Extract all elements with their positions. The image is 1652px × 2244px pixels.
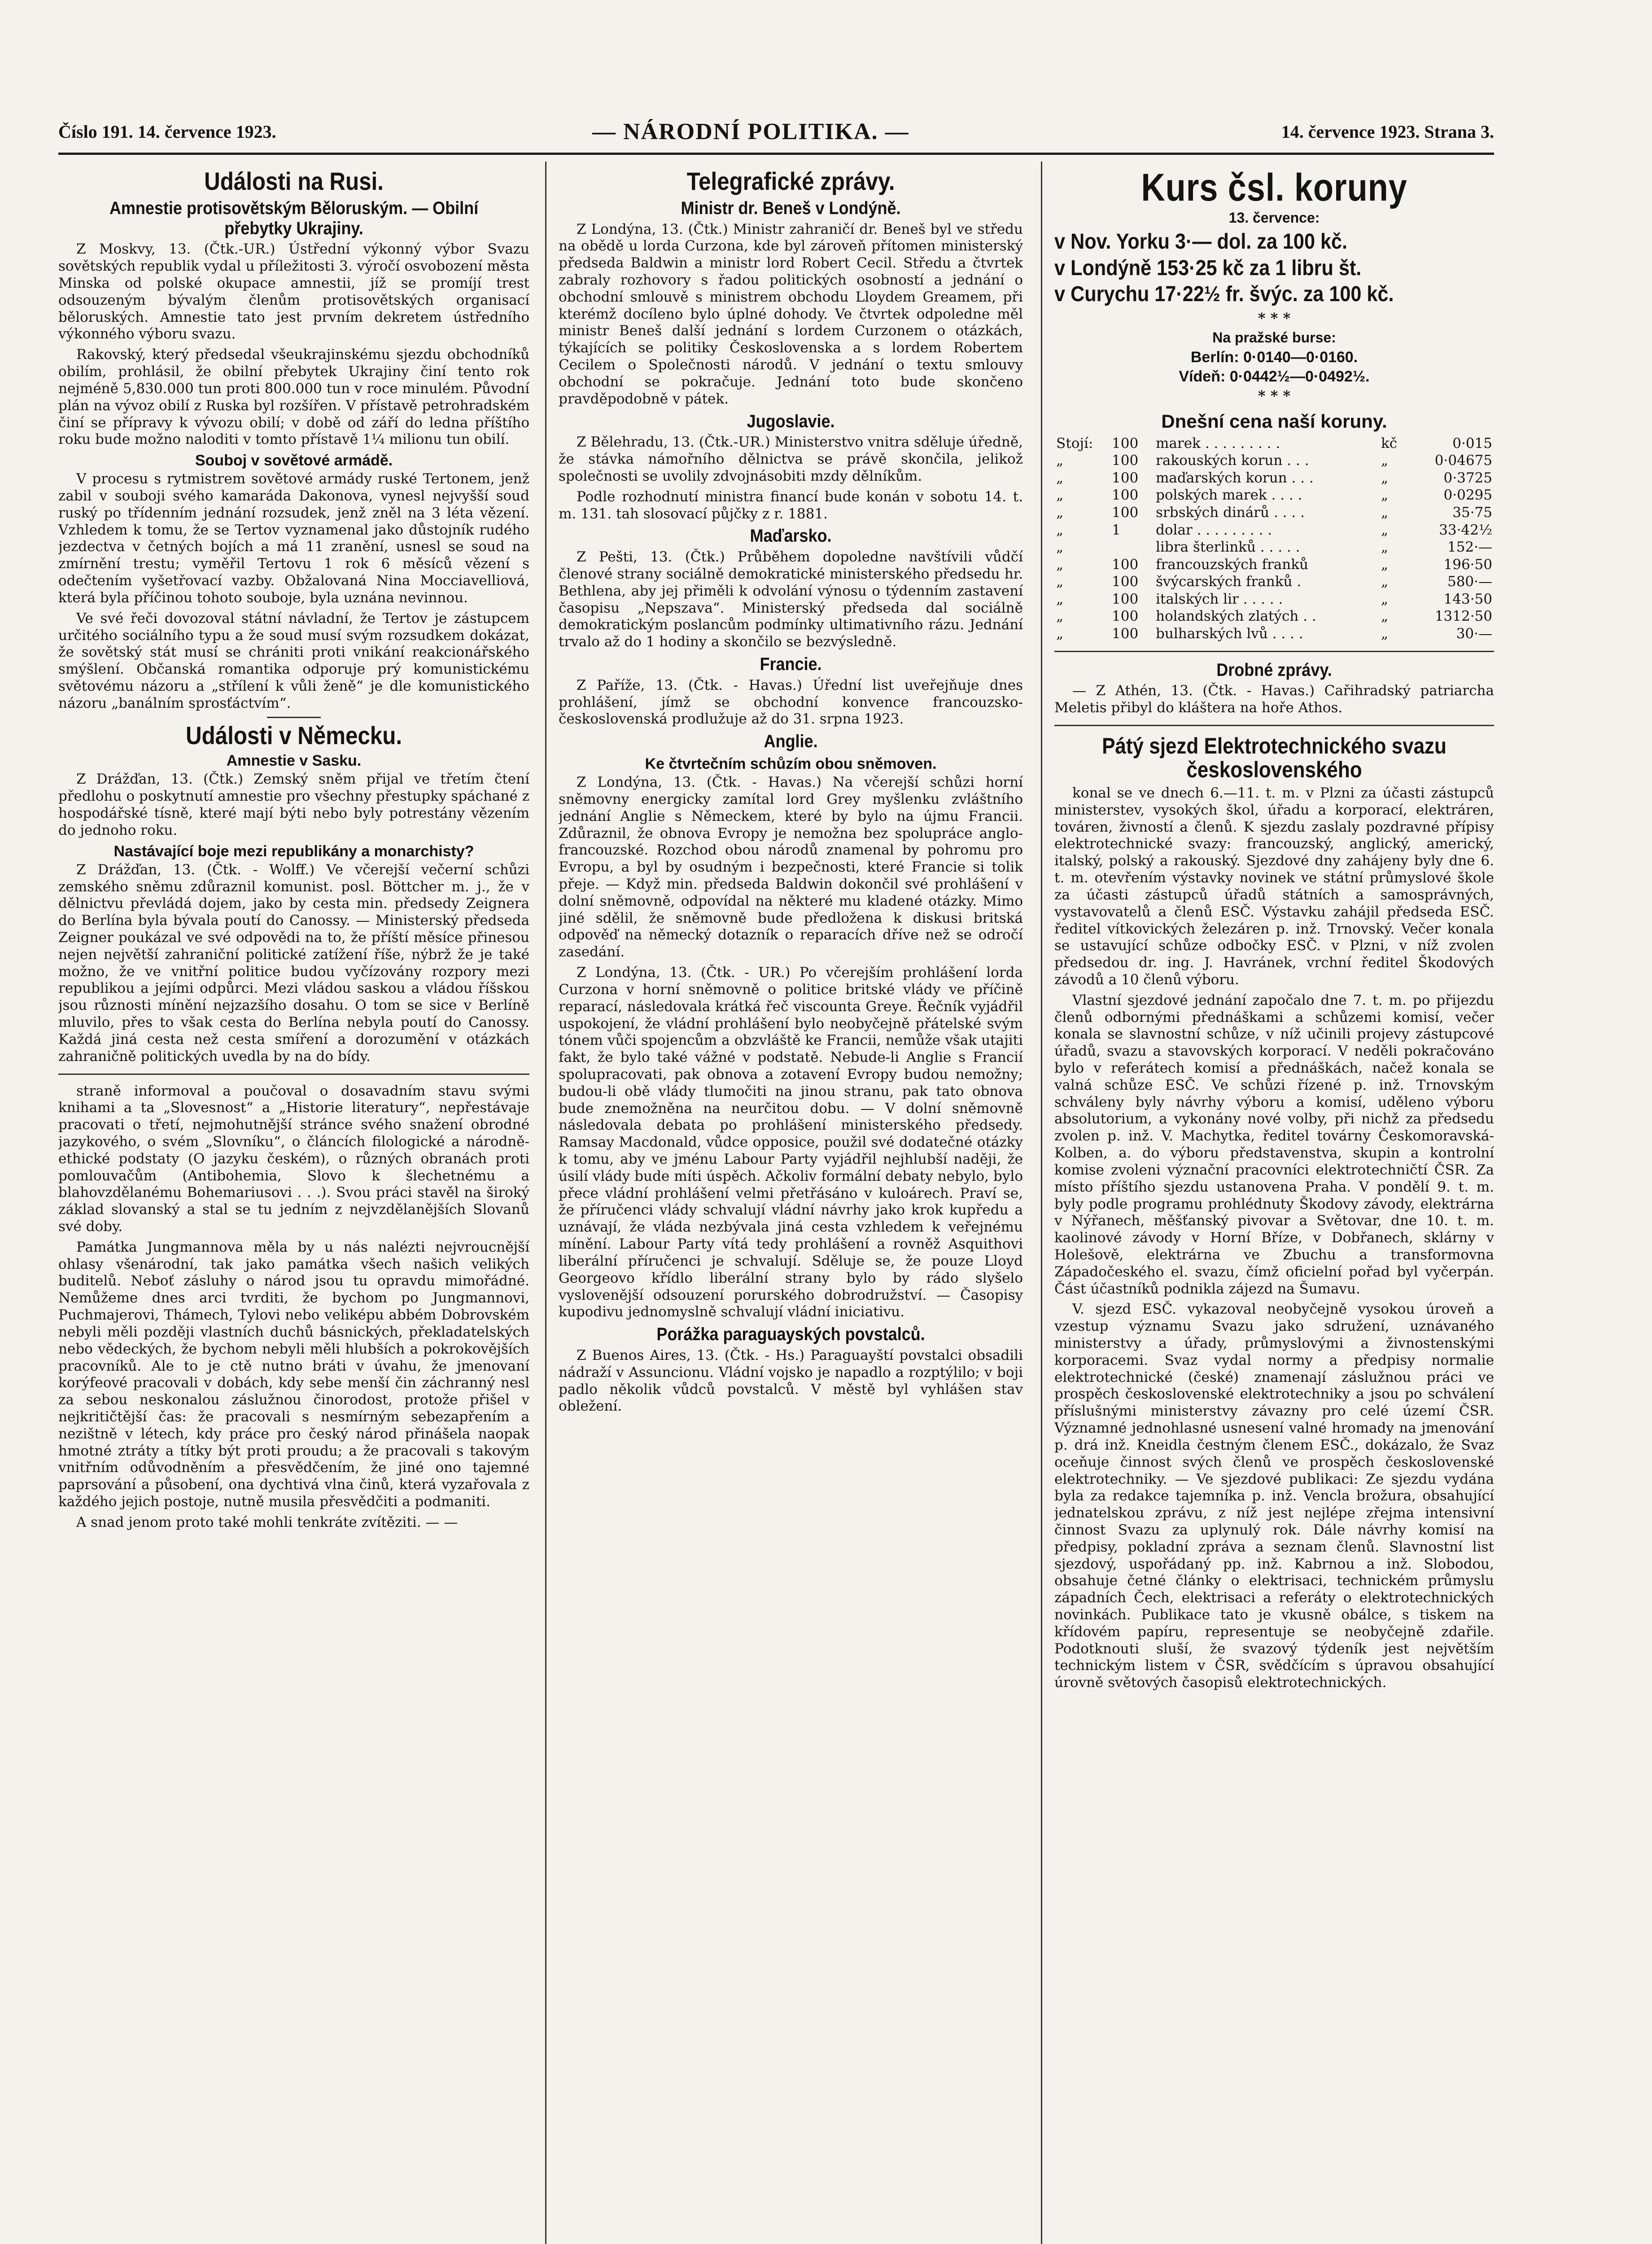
paraguay-paragraph-1: Z Buenos Aires, 13. (Čtk. - Hs.) Paraguayští povstalci obsadili nádraží v Assuncionu. Vládní vojsko je napadlo a rozptýlilo; v boji padlo několik vůdců povstalců. V městě byl vyhlášen stav obležení.	[559, 1347, 1023, 1415]
fx-quantity: 1	[1112, 522, 1121, 538]
fx-unit: „	[1381, 522, 1389, 538]
divider	[1054, 725, 1494, 726]
fx-row	[1054, 504, 1494, 522]
fx-row	[1054, 608, 1494, 625]
drobne-paragraph-1: — Z Athén, 13. (Čtk. - Havas.) Cařihradský patriarcha Meletis přibyl do kláštera na hoře Athos.	[1054, 683, 1494, 716]
fx-quantity	[1110, 539, 1154, 556]
fx-quantity: 100	[1112, 504, 1139, 521]
column-2	[559, 168, 1023, 2244]
fx-row	[1054, 452, 1494, 469]
fx-prefix: „	[1056, 626, 1064, 642]
fx-quantity: 100	[1112, 626, 1139, 642]
anglie-headline: Anglie.	[764, 732, 818, 752]
fx-currency: švýcarských franků .	[1156, 574, 1302, 590]
sjezd-paragraph-3: V. sjezd ESČ. vykazoval neobyčejně vysokou úroveň a vzestup významu Svazu jako sdružení, uznávaného ministerstvy a úřady, průmyslovými a živnostenskými korporacemi. Svaz vydal normy a předpisy normalie elektrotechnické (české) znamenají záslužnou práci ve prospěch československé elektrotechniky a jsou po schválení příslušnými ministerstvy závazny pro celé území ČSR. Významné jednohlasné usnesení valné hromady na jmenování p. drá inž. Kneidla čestným členem ESČ., dokázalo, že Svaz oceňuje činnost svých členů ve prospěch československé elektrotechniky. — Ve sjezdové publikaci: Ze sjezdu vydána byla za redakce tajemníka p. inž. Vencla brožura, obsahující jednatelskou zprávu, z níž jest nejlépe zřejma intensivní činnost Svazu za uplynulý rok. Dále návrhy komisí na předpisy, pokladní zpráva a seznam členů. Slavnostní list sjezdový, uspořádaný pp. inž. Kabrnou a inž. Slobodou, obsahuje četné články o elektrisaci, technickém průmyslu západních Čech, elektrisaci a referáty o elektrotechnických novinkách. Publikace tato je vkusně obálce, s tiskem na křídovém papíru, representuje se neobyčejně zdařile. Podotknouti sluší, že svazový týdeník jest největším technickým listem v ČSR, svědčícím s úpravou obsahující úrovně světových časopisů elektrotechnických.	[1054, 1301, 1494, 1691]
fx-value: 0·0295	[1443, 487, 1492, 504]
asterisk-divider-2: * * *	[1258, 387, 1291, 404]
fx-currency: marek . . . . . . . . .	[1156, 435, 1281, 451]
vienna-rate: Vídeň: 0·0442½—0·0492½.	[1179, 368, 1370, 385]
fx-value: 152·—	[1447, 539, 1492, 556]
anglie-paragraph-1: Z Londýna, 13. (Čtk. - Havas.) Na včerejší schůzi horní sněmovny energicky zamítal lord Grey myšlenku zvláštního jednání Anglie s Německem, které by bylo na újmu Francii. Zdůraznil, že obnova Evropy je nemožna bez spolupráce anglo-francouzské. Rozchod obou národů znamenal by pohromu pro Evropu, a byl by osudným i bezpečnosti, které Francie si tolik přeje. — Když min. předseda Baldwin dokončil své prohlášení v dolní sněmovně, odpovídal na některé mu kladené otázky. Mimo jiné sdělil, že sněmovně bude předložena k diskusi britská odpověď na německý dotazník o reparacích dříve než se odročí zasedání.	[559, 774, 1023, 960]
fx-unit: „	[1381, 591, 1389, 607]
fx-prefix: „	[1056, 591, 1064, 607]
drobne-headline: Drobné zprávy.	[1216, 660, 1332, 680]
fx-unit: „	[1381, 504, 1389, 521]
fx-unit: „	[1381, 574, 1389, 590]
fx-value: 30·—	[1456, 626, 1492, 642]
fx-prefix: „	[1056, 522, 1064, 538]
fx-quantity: 100	[1112, 469, 1139, 486]
masthead-rule	[58, 153, 1494, 155]
fx-value: 0·3725	[1443, 469, 1492, 486]
fx-headline: Dnešní cena naší koruny.	[1161, 410, 1387, 432]
rusi-paragraph-1: Z Moskvy, 13. (Čtk.-UR.) Ústřední výkonný výbor Svazu sovětských republik vydal u příležitosti 3. výročí osvobození města Minska od polské okupace amnestii, jíž se promíjí trest odsouzeným bývalým členům protisovětských organisací běloruských. Amnestie tato jest prvním dekretem ústředního výkonného výboru svazu.	[58, 241, 529, 342]
kurs-zurich: v Curychu 17·22½ fr. švýc. za 100 kč.	[1054, 282, 1394, 307]
nemecko-paragraph-1: Z Drážďan, 13. (Čtk.) Zemský sněm přijal ve třetím čtení předlohu o poskytnutí amnestie pro všechny přestupky spáchané z hospodářské tísně, které mají býti nebo byly potrestány vězením do jednoho roku.	[58, 771, 529, 838]
fx-currency: dolar . . . . . . . . .	[1156, 522, 1272, 538]
fx-currency: bulharských lvů . . . .	[1156, 626, 1303, 642]
fx-value: 143·50	[1443, 591, 1492, 607]
fx-currency: srbských dinárů . . . .	[1156, 504, 1305, 521]
souboj-paragraph-2: Ve své řeči dovozoval státní návladní, že Tertov je zástupcem určitého sociálního typu a že soud musí svým rozsudkem dokázat, že sovětský stát musí se chrániti proti vnikání reakcionářského smýšlení. Občanská romantika odporuje prý komunistickému světovému názoru a „střílení k vůli ženě“ je dle komunistického názoru „banálním sprosťáctvím“.	[58, 610, 529, 711]
tele-subheadline: Ministr dr. Beneš v Londýně.	[681, 198, 901, 218]
fx-value: 1312·50	[1434, 608, 1492, 625]
fx-currency: polských marek . . . .	[1156, 487, 1302, 504]
berlin-rate: Berlín: 0·0140—0·0160.	[1190, 348, 1358, 366]
jugo-paragraph-1: Z Bělehradu, 13. (Čtk.-UR.) Ministerstvo vnitra sděluje úředně, že stávka námořního dělnictva se právě skončila, jelikož společnosti se uvolily zdvojnásobiti mzdy dělníkům.	[559, 434, 1023, 484]
fx-unit: „	[1381, 452, 1389, 469]
fx-table	[1054, 435, 1494, 643]
newspaper-title: — NÁRODNÍ POLITIKA. —	[592, 119, 909, 145]
fx-quantity: 100	[1112, 435, 1139, 451]
feuilleton-paragraph-3: A snad jenom proto také mohli tenkráte zvítěziti. — —	[76, 1514, 458, 1530]
fx-value: 33·42½	[1439, 522, 1492, 538]
fx-prefix: Stojí:	[1056, 435, 1093, 451]
fx-quantity: 100	[1112, 591, 1139, 607]
fx-unit: „	[1381, 556, 1389, 573]
fx-row	[1054, 556, 1494, 574]
fx-value: 0·015	[1452, 435, 1492, 451]
issue-number: Číslo 191. 14. července 1923.	[58, 122, 276, 142]
column-rule-2	[1041, 162, 1042, 2244]
column-rule-1	[545, 162, 546, 2244]
paraguay-headline: Porážka paraguayských povstalců.	[656, 1324, 925, 1345]
souboj-headline: Souboj v sovětové armádě.	[195, 452, 393, 469]
fx-value: 580·—	[1447, 574, 1492, 590]
francie-paragraph-1: Z Paříže, 13. (Čtk. - Havas.) Úřední list uveřejňuje dnes prohlášení, jímž se obchodní konvence francouzsko-československá prodlužuje až do 31. srpna 1923.	[559, 677, 1023, 728]
francie-headline: Francie.	[760, 654, 822, 675]
rusi-subheadline: Amnestie protisovětským Běloruským. — Obilní přebytky Ukrajiny.	[109, 198, 479, 238]
fx-row	[1054, 625, 1494, 643]
fx-unit: „	[1381, 626, 1389, 642]
fx-prefix: „	[1056, 452, 1064, 469]
fx-quantity: 100	[1112, 452, 1139, 469]
fx-row	[1054, 591, 1494, 608]
fx-unit: „	[1381, 608, 1389, 625]
feuilleton-divider	[58, 1074, 529, 1075]
page-date: 14. července 1923. Strana 3.	[1281, 122, 1494, 142]
fx-value: 35·75	[1452, 504, 1492, 521]
fx-row	[1054, 486, 1494, 504]
fx-prefix: „	[1056, 539, 1064, 556]
madarsko-headline: Maďarsko.	[750, 526, 832, 546]
fx-quantity: 100	[1112, 556, 1139, 573]
fx-value: 196·50	[1443, 556, 1492, 573]
asterisk-divider: * * *	[1258, 309, 1291, 327]
prague-exchange-label: Na pražské burse:	[1212, 329, 1336, 346]
fx-unit: kč	[1381, 435, 1398, 451]
fx-quantity: 100	[1112, 608, 1139, 625]
fx-quantity: 100	[1112, 574, 1139, 590]
fx-value: 0·04675	[1434, 452, 1492, 469]
kurs-new-york: v Nov. Yorku 3·— dol. za 100 kč.	[1054, 230, 1348, 254]
kurs-london: v Londýně 153·25 kč za 1 libru št.	[1054, 256, 1362, 280]
nemecko-headline: Události v Německu.	[185, 721, 402, 749]
divider	[1054, 651, 1494, 652]
fx-currency: francouzských franků	[1156, 556, 1308, 573]
fx-currency: italských lir . . . . .	[1156, 591, 1283, 607]
anglie-paragraph-2: Z Londýna, 13. (Čtk. - UR.) Po včerejším prohlášení lorda Curzona v horní sněmovně o politice britské vlády ve příčině reparací, následovala krátká řeč viscounta Greye. Řečník vyjádřil uspokojení, že vládní prohlášení bylo neobyčejně přátelské svým tónem vůči spojencům a obzvláště ke Francii, nemůže však utajiti fakt, že bylo také vážné v podstatě. Nebude-li Anglie s Francií spolupracovati, pak obnova a zotavení Evropy budou nemožny; budou-li obě vlády tlumočiti na jinou stranu, pak tato obnova bude znemožněna na neurčitou dobu. — V dolní sněmovně následovala debata po prohlášení ministerského předsedy. Ramsay Macdonald, vůdce opposice, použil své dodatečné otázky k tomu, aby ve jménu Labour Party vyjádřil nejhlubší naději, že úsilí vlády bude míti úspěch. Ačkoliv formální debaty nebylo, bylo přece vládní prohlášení velmi přetřásáno v kuloárech. Praví se, že příručenci vlády schvalují vládní návrhy jako krok kupředu a uznávají, že vláda nezbývala jiná cesta vzhledem k veřejnému mínění. Labour Party vítá tedy prohlášení a rovněž Asquithovi liberální příručenci je schvalují. Sděluje se, že pouze Lloyd Georgeovo křídlo liberální strany bylo by rádo slyšelo vyslovenější odsouzení porurského dobrodružství. — Časopisy kupodivu jednomyslně schvalují vládní iniciativu.	[559, 964, 1023, 1320]
souboj-paragraph-1: V procesu s rytmistrem sovětové armády ruské Tertonem, jenž zabil v souboji svého kamaráda Dakonova, vynesl nejvyšší soud ruský po třídenním jednání rozsudek, jenž zněl na 3 léta vězení. Vzhledem k tomu, že se Tertov vyznamenal jako důstojník rudého jezdectva v četných bojích a má 11 zranění, usnesl se soud na zmírnění trestu; vyměřil Tertovu 1 rok 6 měsíců vězení s odečtením vyšetřovací vazby. Obžalovaná Nina Mocciavelliová, která byla příčinou tohoto souboje, byla uznána nevinnou.	[58, 471, 529, 606]
fx-currency: libra šterlinků . . . . .	[1156, 539, 1300, 556]
kurs-headline: Kurs čsl. koruny	[1141, 168, 1407, 209]
fx-row	[1054, 539, 1494, 556]
fx-quantity: 100	[1112, 487, 1139, 504]
fx-prefix: „	[1056, 556, 1064, 573]
nemecko-paragraph-2: Z Drážďan, 13. (Čtk. - Wolff.) Ve včerejší večerní schůzi zemského sněmu zdůraznil komunist. posl. Böttcher m. j., že v dělnictvu převládá dojem, jako by cesta min. předsedy Zeignera do Berlína byla bývala poutí do Canossy. — Ministerský předseda Zeigner poukázal ve své odpovědi na to, že příští měsíce přinesou nejen největší zahraniční politické zatížení říše, nýbrž že je také možno, že ve vnitřní politice budou vyčízovány rozpory mezi republikou a jejími odpůrci. Mezi vládou saskou a vládou říšskou jsou různosti mínění nejzazšího dosahu. O tom se sice v Berlíně mluvilo, přes to však cesta do Berlína nebyla poutí do Canossy. Každá jiná cesta než cesta smíření a dorozumění v otázkách zahraničně politických uvedla by na do bídy.	[58, 861, 529, 1065]
anglie-subheadline: Ke čtvrtečním schůzím obou sněmoven.	[645, 755, 937, 773]
nemecko-subheadline-1: Amnestie v Sasku.	[226, 752, 362, 770]
tele-headline: Telegrafické zprávy.	[686, 168, 895, 195]
fx-unit: „	[1381, 469, 1389, 486]
feuilleton-paragraph-2: Památka Jungmannova měla by u nás nalézti nejvroucnější ohlasy všenárodní, tak jako památka všech našich velikých buditelů. Neboť zásluhy o národ jsou tu opravdu mimořádné. Nemůžeme dnes arci tvrditi, že bychom po Jungmannovi, Puchmajerovi, Thámech, Tylovi nebo veliképu abbém Dobrovském nebyli měli později vlastních duchů básnických, překladatelských nebo vědeckých, že bychom nebyli měli hlubších a pokrokovějších pracovníků. Ale to je ctě nutno bráti v úvahu, že jmenovaní korýfeové pracovali v dobách, kdy sebe menší čin záchranný nesl za sebou neskonalou záslužnou činorodost, protože přišel v nejkritičtější čas: že pracovali s nesmírným sebezapřením a nezištně v létech, kdy práce pro český národ přinášela naopak hmotné ztráty a títky být proti proudu; a že pracovali s takovým vnitřním odůvodněním a přesvědčením, že jiné ono tajemné paprsování a působení, ona dychtivá vlna činů, která vyzařovala z každého jejich postoje, nutně musila přesvědčiti a podmaniti.	[58, 1239, 529, 1510]
column-1	[58, 168, 529, 2244]
jugo-headline: Jugoslavie.	[747, 411, 835, 431]
madarsko-paragraph-1: Z Pešti, 13. (Čtk.) Průběhem dopoledne navštívili vůdčí členové strany sociálně demokratické ministerského předsedu hr. Bethlena, aby jej přiměli k odvolání výnosu o týdenním zastavení časopisu „Nepszava“. Ministerský předseda dal sociálně demokratickým poslancům podmínky ultimativního rázu. Jednání trvalo až do 1 hodiny a skončilo se bezvýsledně.	[559, 549, 1023, 650]
nemecko-subheadline-2: Nastávající boje mezi republikány a monarchisty?	[114, 842, 474, 860]
fx-unit: „	[1381, 487, 1389, 504]
fx-currency: rakouských korun . . .	[1156, 452, 1309, 469]
fx-row	[1054, 573, 1494, 591]
sjezd-headline: Pátý sjezd Elektrotechnického svazu československého	[1102, 733, 1447, 782]
fx-currency: maďarských korun . . .	[1156, 469, 1314, 486]
rusi-headline: Události na Rusi.	[204, 168, 384, 195]
fx-row	[1054, 469, 1494, 487]
sjezd-paragraph-2: Vlastní sjezdové jednání započalo dne 7. t. m. po přijezdu členů odbornými přednáškami a schůzemi komisí, večer konala se slavnostní schůze, v níž učinili projevy zástupcové úřadů, svazu a stavovských korporací. V neděli pokračováno bylo v referátech komisí a přednáškách, načež konala se valná schůze ESČ. Ve schůzi řízené p. inž. Trnovským schváleny byly návrhy výboru a komisí, uděleno výboru absolutorium, a vykonány nové volby, při nichž za předsedu zvolen p. inž. V. Machytka, ředitel továrny Českomoravská-Kolben, a. do výboru představenstva, skupin a kontrolní komise zvoleni význační pracovníci elektrotechničtí ČSR. Za místo příštího sjezdu ustanovena Praha. V pondělí 9. t. m. byly podle programu prohlédnuty Škodovy závody, elektrárna v Nýřanech, měšťanský pivovar a Světovar, dne 10. t. m. kaolinové závody v Horní Bříze, v Dobřanech, sklárny v Holešově, elektrárna ve Zbuchu a transformovna Západočeského el. svazu, čímž oficielní pořad byl vyčerpán. Část účastníků podnikla zájezd na Šumavu.	[1054, 992, 1494, 1297]
sjezd-paragraph-1: konal se ve dnech 6.—11. t. m. v Plzni za účasti zástupců ministerstev, vysokých škol, úřadu a korporací, elektráren, továren, živností a členů. K sjezdu zaslaly pozdravné přípisy elektrotechnické svazy: francouzský, anglický, americký, italský, polský a rakouský. Sjezdové dny zahájeny byly dne 6. t. m. otevřením výstavky novinek ve státní průmyslové škole za účasti zástupců úřadů státních a samosprávných, vystavovatelů a členů ESČ. Výstavku zahájil předseda ESČ. ředitel vítkovických železáren p. inž. Trnovský. Večer konala se ustavující schůze odbočky ESČ. v Plzni, v níž zvolen předsedou dr. ing. J. Havránek, vrchní ředitel Škodových závodů a 10 členů výboru.	[1054, 785, 1494, 988]
jugo-paragraph-2: Podle rozhodnutí ministra financí bude konán v sobotu 14. t. m. 131. tah slosovací půjčky z r. 1881.	[559, 488, 1023, 522]
tele-paragraph-1: Z Londýna, 13. (Čtk.) Ministr zahraničí dr. Beneš byl ve středu na obědě u lorda Curzona, kde byl zároveň přítomen ministerský předseda Baldwin a ministr lord Robert Cecil. Středu a čtvrtek zabraly rozhovory s řadou politických osobností a jednání o obchodní smlouvě s ministrem obchodu Lloydem Greamem, při kterémž docíleno bylo úplné dohody. Ve čtvrtek odpoledne měl ministr Beneš další jednání s lordem Curzonem o otázkách, týkajících se politiky Československa a s lordem Robertem Cecilem o Společnosti národů. V jednání o textu smlouvy obchodní se pokračuje. Jednání toto bude skončeno pravděpodobně v pátek.	[559, 221, 1023, 407]
masthead	[58, 121, 1494, 153]
fx-prefix: „	[1056, 574, 1064, 590]
fx-prefix: „	[1056, 608, 1064, 625]
feuilleton-paragraph-1: straně informoval a poučoval o dosavadním stavu svými knihami a ta „Slovesnost“ a „Historie literatury“, nepřestávaje pracovati o třetí, nejmohutnější stránce svého snažení obrodné jazykového, o svém „Slovníku“, o článcích filologické a národně-ethické podstaty (O jazyku českém), o různých obranách proti pomlouvačům (Antibohemia, Slovo k šlechetnému a blahovzdělanému Bohemariusovi . . .). Svou práci stavěl na široký základ slovanský a stal se tu jedním z nejvzdělanějších Slovanů své doby.	[58, 1083, 529, 1235]
fx-row	[1054, 435, 1494, 452]
fx-prefix: „	[1056, 487, 1064, 504]
column-3	[1054, 168, 1494, 2244]
divider	[267, 717, 321, 718]
rusi-paragraph-2: Rakovský, který předsedal všeukrajinskému sjezdu obchodníků obilím, prohlásil, že obilní přebytek Ukrajiny činí tento rok nejméně 5,830.000 tun proti 800.000 tun v roce minulém. Původní plán na vývoz obilí z Ruska byl rozšířen. V přístavě petrohradském činí se přípravy k vývozu obilí; v době od září do ledna příštího roku bude možno naloditi v tomto přístavě 1¼ milionu tun obilí.	[58, 346, 529, 448]
fx-unit: „	[1381, 539, 1389, 556]
newspaper-page	[58, 90, 1494, 2244]
fx-row	[1054, 522, 1494, 539]
fx-prefix: „	[1056, 469, 1064, 486]
fx-currency: holandských zlatých . .	[1156, 608, 1316, 625]
kurs-date: 13. července:	[1228, 210, 1320, 226]
fx-prefix: „	[1056, 504, 1064, 521]
